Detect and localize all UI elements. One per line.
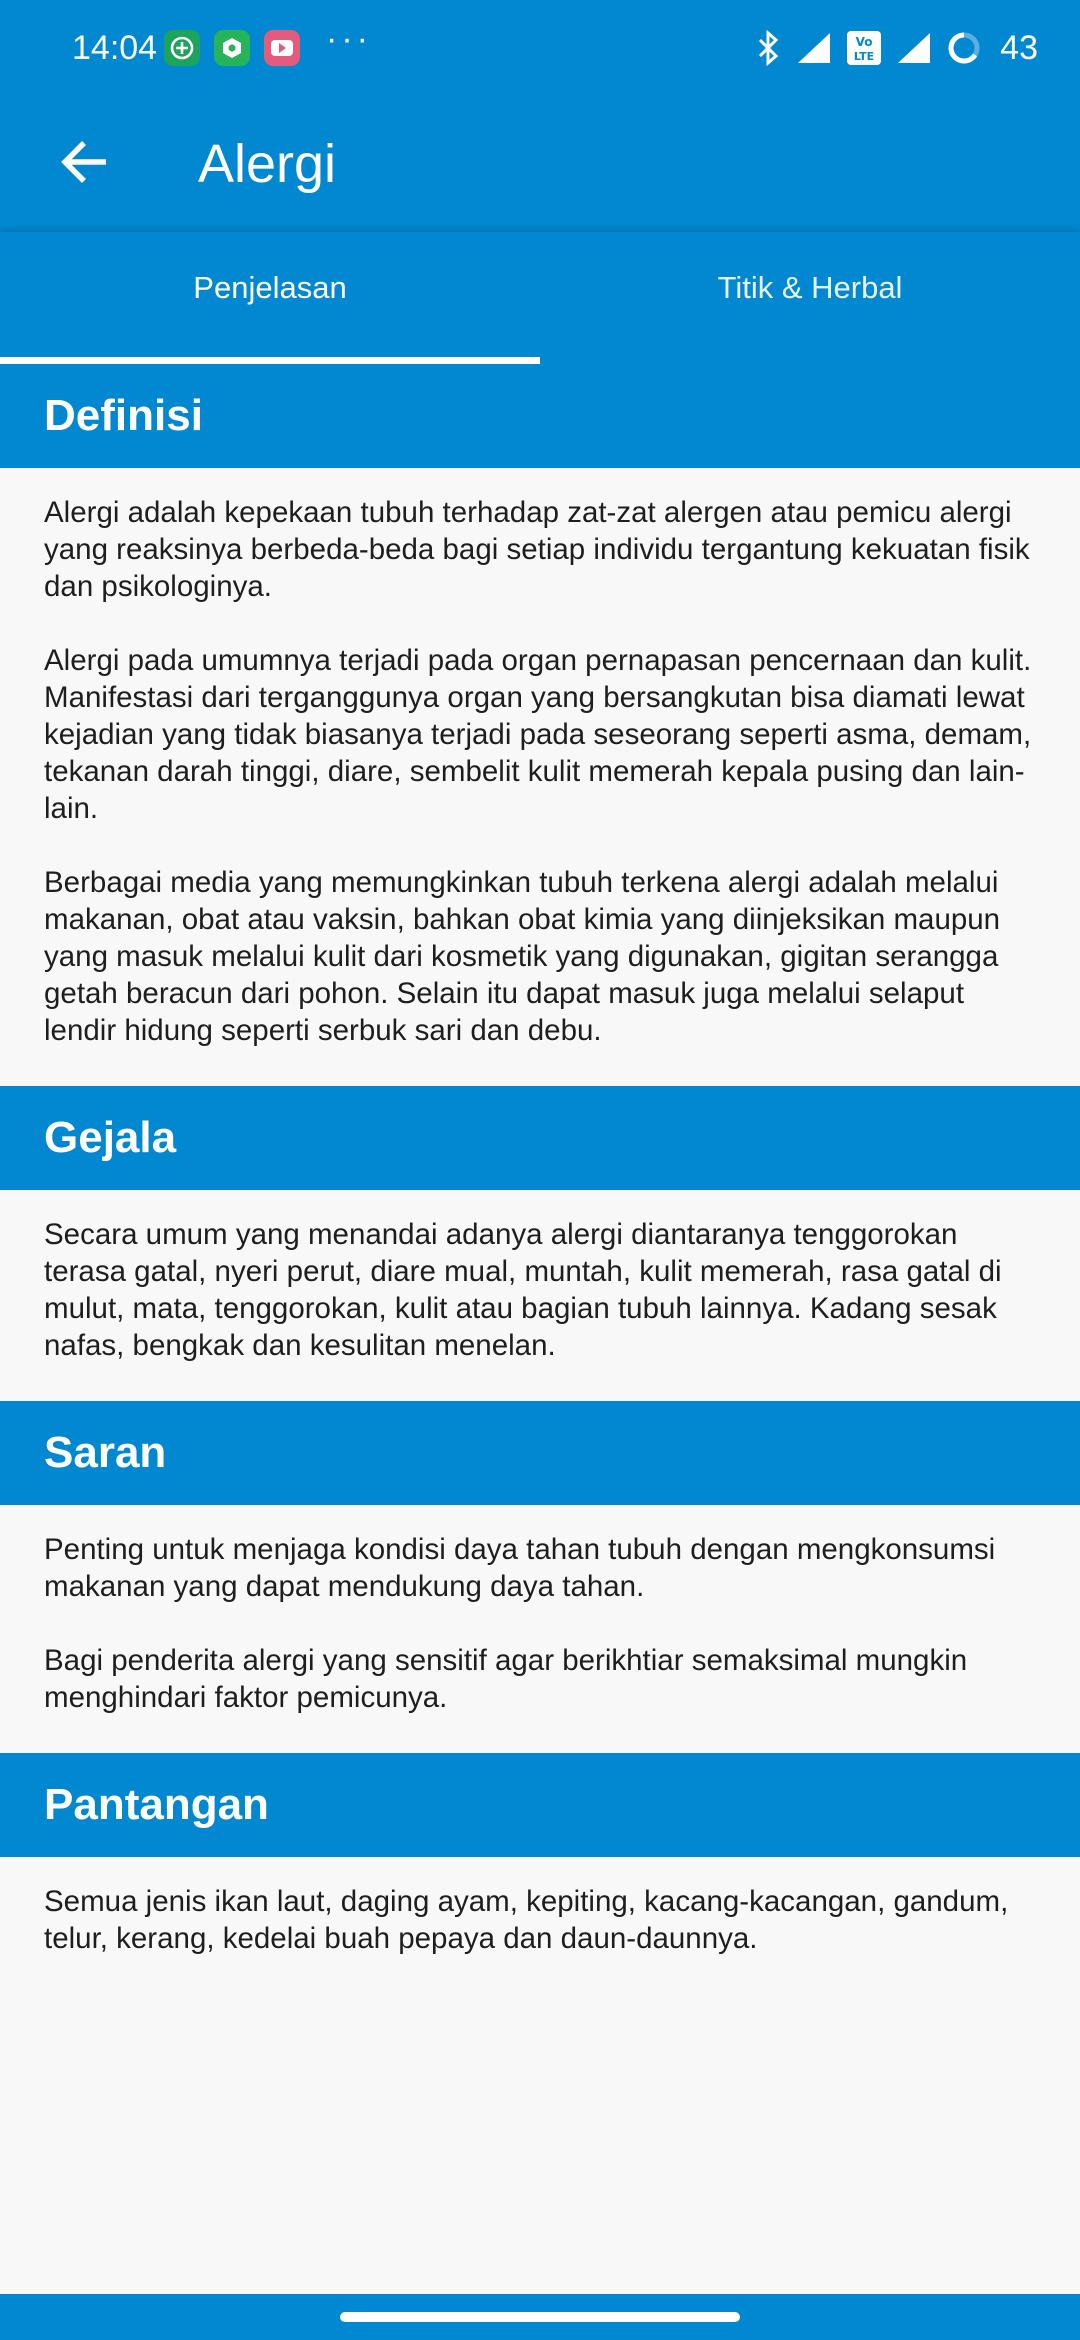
section-body	[0, 1857, 1080, 1957]
home-gesture-handle[interactable]	[340, 2312, 740, 2322]
tab-label: Titik & Herbal	[717, 270, 903, 305]
page-title: Alergi	[198, 134, 337, 194]
paragraph: Alergi adalah kepekaan tubuh terhadap zat-zat alergen atau pemicu alergi yang reaksinya berbeda-beda bagi setiap individu tergantung kekuatan fisik dan psikologinya.	[44, 496, 1030, 603]
paragraph: Secara umum yang menandai adanya alergi diantaranya tenggorokan terasa gatal, nyeri perut, diare mual, muntah, kulit memerah, rasa gatal di mulut, mata, tenggorokan, kulit atau bagian tubuh lainnya. Kadang sesak nafas, bengkak dan kesulitan menelan.	[44, 1218, 1002, 1362]
svg-text:Vo: Vo	[855, 35, 873, 49]
battery-ring-icon	[946, 30, 982, 66]
youtube-icon	[264, 30, 300, 66]
status-bar	[0, 0, 1080, 96]
whatsapp-business-icon	[164, 30, 200, 66]
content-scroll[interactable]	[0, 364, 1080, 1994]
volte-icon	[846, 30, 882, 66]
status-icons	[756, 24, 1038, 72]
navigation-bar	[0, 2294, 1080, 2340]
section-title: Gejala	[0, 1086, 1080, 1190]
tab-label: Penjelasan	[193, 270, 347, 305]
paragraph: Semua jenis ikan laut, daging ayam, kepiting, kacang-kacangan, gandum, telur, kerang, kedelai buah pepaya dan daun-daunnya.	[44, 1885, 1009, 1955]
section-body	[0, 1505, 1080, 1716]
signal-icon	[796, 31, 832, 65]
section-body	[0, 468, 1080, 1049]
paragraph: Bagi penderita alergi yang sensitif agar berikhtiar semaksimal mungkin menghindari faktor pemicunya.	[44, 1644, 968, 1714]
arrow-left-icon	[58, 138, 110, 191]
section-title: Saran	[0, 1401, 1080, 1505]
status-time: 14:04	[72, 29, 158, 67]
section-gejala	[0, 1086, 1080, 1364]
more-notifications-icon: ···	[326, 20, 372, 58]
tab-titik-herbal[interactable]	[540, 232, 1080, 364]
bluetooth-icon	[756, 30, 782, 66]
section-saran	[0, 1401, 1080, 1716]
section-body	[0, 1190, 1080, 1364]
section-definisi	[0, 364, 1080, 1049]
app-bar	[0, 96, 1080, 232]
back-button[interactable]	[40, 120, 128, 208]
tab-penjelasan[interactable]	[0, 232, 540, 364]
paragraph: Penting untuk menjaga kondisi daya tahan tubuh dengan mengkonsumsi makanan yang dapat mendukung daya tahan.	[44, 1533, 996, 1603]
section-pantangan	[0, 1753, 1080, 1957]
section-title: Definisi	[0, 364, 1080, 468]
tab-bar	[0, 232, 1080, 364]
paragraph: Alergi pada umumnya terjadi pada organ pernapasan pencernaan dan kulit. Manifestasi dari terganggunya organ yang bersangkutan bisa diamati lewat kejadian yang tidak biasanya terjadi pada seseorang seperti asma, demam, tekanan darah tinggi, diare, sembelit kulit memerah kepala pusing dan lain-lain.	[44, 644, 1032, 825]
paragraph: Berbagai media yang memungkinkan tubuh terkena alergi adalah melalui makanan, obat atau vaksin, bahkan obat kimia yang diinjeksikan maupun yang masuk melalui kulit dari kosmetik yang digunakan, gigitan serangga getah beracun dari pohon. Selain itu dapat masuk juga melalui selaput lendir hidung seperti serbuk sari dan debu.	[44, 866, 1001, 1047]
battery-level: 43	[1000, 29, 1038, 67]
section-title: Pantangan	[0, 1753, 1080, 1857]
svg-text:LTE: LTE	[854, 50, 875, 63]
signal-icon-2	[896, 31, 932, 65]
android-app-icon	[214, 30, 250, 66]
tab-indicator	[0, 357, 540, 364]
